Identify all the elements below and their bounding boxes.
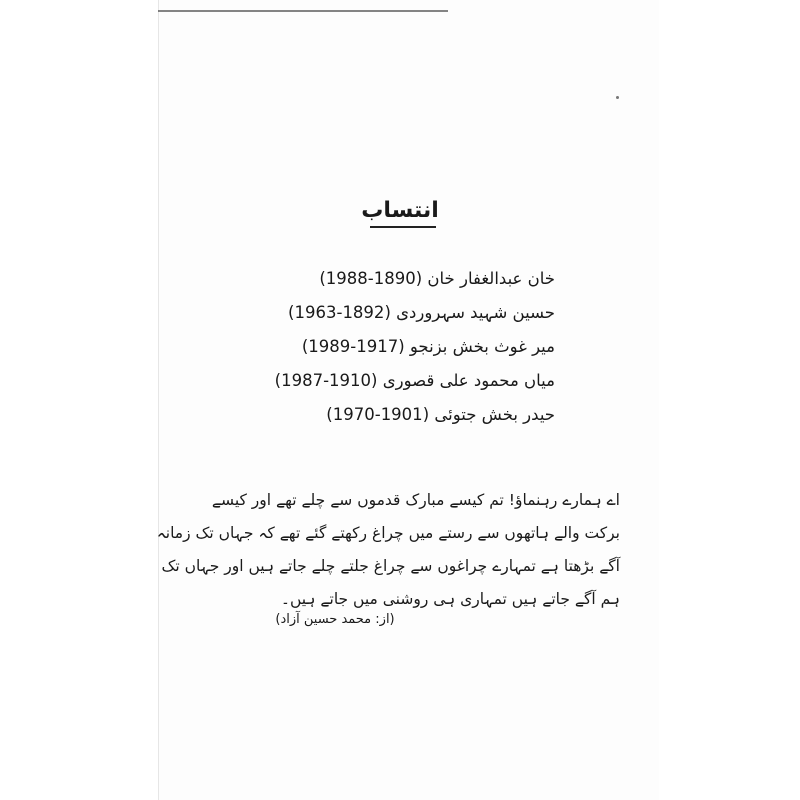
dedication-list xyxy=(274,262,555,432)
quote-line: ہم آگے جاتے ہیں تمہاری ہی روشنی میں جاتے ہیں۔ xyxy=(280,590,620,608)
quote-line: اے ہمارے رہنماؤ! تم کیسے مبارک قدموں سے چلے تھے اور کیسے xyxy=(211,491,620,509)
dedication-item: حیدر بخش جتوئی (1901-1970) xyxy=(326,405,555,424)
dedication-heading: انتساب xyxy=(361,198,439,223)
quote-attribution: (از: محمد حسین آزاد) xyxy=(275,612,395,627)
dedication-item: میر غوث بخش بزنجو (1917-1989) xyxy=(301,337,555,356)
dedication-item: خان عبدالغفار خان (1890-1988) xyxy=(319,269,555,288)
quote-paragraph xyxy=(156,484,620,616)
page-speck xyxy=(616,96,619,99)
page-top-edge xyxy=(158,0,448,12)
dedication-item: میاں محمود علی قصوری (1910-1987) xyxy=(274,371,555,390)
heading-underline xyxy=(370,226,436,228)
quote-line: آگے بڑھتا ہے تمہارے چراغوں سے چراغ جلتے چلے جاتے ہیں اور جہاں تک xyxy=(161,557,620,575)
quote-line: برکت والے ہاتھوں سے رستے میں چراغ رکھتے گئے تھے کہ جہاں تک زمانہ xyxy=(156,524,620,542)
dedication-item: حسین شہید سہروردی (1892-1963) xyxy=(288,303,555,322)
